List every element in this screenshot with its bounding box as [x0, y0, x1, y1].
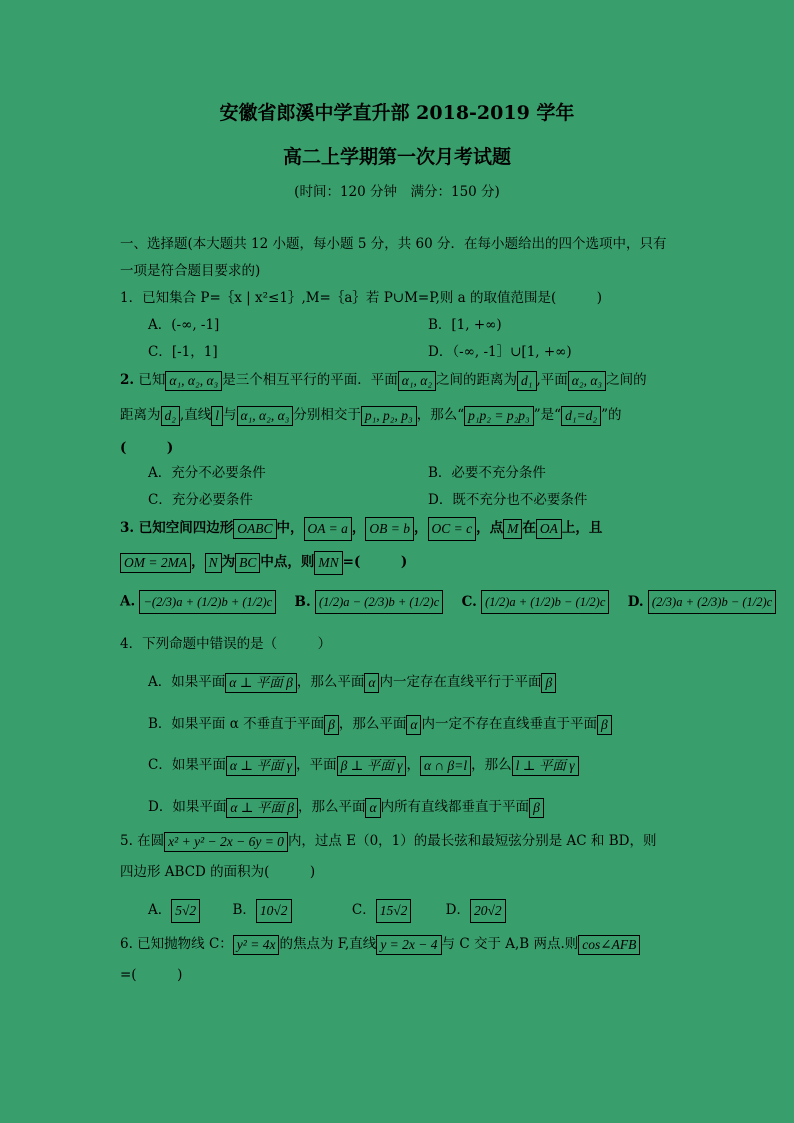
question-2-option-a: A．充分不必要条件: [148, 465, 266, 481]
text: 内，过点 E（0，1）的最长弦和最短弦分别是 AC 和 BD，则: [287, 833, 657, 849]
text: ，: [191, 554, 205, 570]
formula-box: OM = 2MA: [120, 553, 191, 573]
question-4-option-c: [148, 753, 579, 776]
vector-formula-box: OA = a: [304, 517, 352, 541]
formula-box: y = 2x − 4: [376, 935, 441, 955]
question-2-answer-blank: ( ): [120, 440, 174, 456]
question-5-option-c: 15√2: [376, 899, 412, 923]
formula-box: l ⊥ 平面 γ: [512, 756, 579, 776]
text: ，: [414, 520, 428, 536]
formula-box: N: [205, 553, 222, 573]
text: 已知: [138, 372, 166, 388]
question-3-option-c: (1/2)a + (1/2)b − (1/2)c: [481, 590, 609, 614]
text: 是三个相互平行的平面．平面: [222, 372, 398, 388]
question-2-option-d: D．既不充分也不必要条件: [428, 492, 588, 508]
text: A．如果平面: [148, 674, 226, 690]
formula-box: d₂: [161, 406, 180, 426]
vector-formula-box: OB = b: [365, 517, 414, 541]
formula-box: α ⊥ 平面 β: [225, 673, 297, 693]
text: 3. 已知空间四边形: [120, 520, 234, 536]
question-3-line1: [120, 516, 602, 541]
formula-box: α: [406, 715, 421, 735]
text: ，平面: [296, 757, 337, 773]
formula-box: α ∩ β=l: [420, 756, 471, 776]
formula-box: α: [365, 798, 380, 818]
formula-box: p₁p₂ = p₂p₃: [464, 406, 534, 426]
question-5-line2: 四边形 ABCD 的面积为( ): [120, 864, 316, 880]
text: 5. 在圆: [120, 833, 165, 849]
text: 之间的距离为: [436, 372, 518, 388]
formula-box: α ⊥ 平面 γ: [226, 756, 296, 776]
option-label: A．: [148, 902, 172, 918]
formula-box: OA: [536, 519, 562, 539]
question-1-stem: 1．已知集合 P=｛x | x²≤1｝,M=｛a｝若 P∪M=P,则 a 的取值范围是( ): [120, 290, 603, 306]
formula-box: β: [529, 798, 544, 818]
text: 上，且: [561, 520, 603, 536]
text: ，那么平面: [338, 716, 407, 732]
formula-box: α₁, α₂, α₃: [165, 371, 222, 391]
question-5-option-b: 10√2: [256, 899, 292, 923]
exam-info: (时间：120 分钟 满分：150 分): [294, 184, 500, 200]
text: 为: [221, 554, 236, 570]
question-3-option-a: −(2/3)a + (1/2)b + (1/2)c: [139, 590, 276, 614]
text: 分别相交于: [293, 407, 361, 423]
question-6-line1: [120, 932, 640, 955]
text: ，那么平面: [296, 674, 365, 690]
question-6-line2: =( ): [120, 967, 183, 983]
text: B．如果平面 α 不垂直于平面: [148, 716, 325, 732]
formula-box: α: [364, 673, 379, 693]
question-1-option-c: C．[-1，1]: [148, 344, 218, 360]
section-heading-line1: 一、选择题(本大题共 12 小题，每小题 5 分，共 60 分．在每小题给出的四个选项中，只有: [120, 236, 667, 252]
text: =( ): [342, 554, 408, 570]
formula-box: y² = 4x: [233, 935, 280, 955]
formula-box: β: [541, 673, 556, 693]
text: ,平面: [536, 372, 568, 388]
text: ，点: [476, 520, 504, 536]
text: ，那么: [471, 757, 512, 773]
text: 6. 已知抛物线 C：: [120, 936, 233, 952]
question-1-option-a: A．(-∞, -1]: [148, 317, 220, 333]
text: ，: [406, 757, 420, 773]
formula-box: l: [211, 406, 223, 426]
option-label: B．: [232, 902, 256, 918]
formula-box: x² + y² − 2x − 6y = 0: [164, 832, 288, 852]
text: 中点，则: [260, 554, 315, 570]
question-2-option-c: C．充分必要条件: [148, 492, 253, 508]
text: 内一定不存在直线垂直于平面: [421, 716, 597, 732]
formula-box: d₁=d₂: [561, 406, 601, 426]
question-1-option-b: B．[1, +∞): [428, 317, 502, 333]
question-4-option-b: [148, 712, 612, 735]
formula-box: α ⊥ 平面 β: [226, 798, 298, 818]
formula-box: d₁: [517, 371, 536, 391]
formula-box: p₁, p₂, p₃: [361, 406, 417, 426]
text: ”的: [601, 407, 622, 423]
formula-box: β: [324, 715, 339, 735]
text: ”是“: [533, 407, 562, 423]
text: 与 C 交于 A,B 两点.则: [441, 936, 579, 952]
page-title-line2: 高二上学期第一次月考试题: [282, 146, 511, 168]
text: ,直线: [179, 407, 212, 423]
text: 与: [223, 407, 237, 423]
option-label: A.: [120, 593, 136, 610]
question-3-line2: [120, 550, 407, 575]
question-1-option-d: D．（-∞, -1］∪[1, +∞): [428, 344, 572, 360]
option-label: C．: [351, 902, 376, 918]
question-5-line1: [120, 829, 656, 852]
question-2-line2: [120, 403, 621, 426]
text: 之间的: [606, 372, 647, 388]
text: ，那么平面: [297, 799, 366, 815]
formula-box: BC: [235, 553, 260, 573]
question-3-option-b: (1/2)a − (2/3)b + (1/2)c: [315, 590, 443, 614]
text: C．如果平面: [148, 757, 226, 773]
text: 中，: [276, 520, 304, 536]
option-label: D．: [445, 902, 470, 918]
question-2-line1: [120, 368, 647, 391]
question-2-option-b: B．必要不充分条件: [428, 465, 546, 481]
text: 距离为: [120, 407, 161, 423]
formula-box: OABC: [233, 519, 276, 539]
question-5-option-d: 20√2: [470, 899, 506, 923]
text: 在: [522, 520, 536, 536]
option-label: D.: [627, 593, 644, 610]
option-label: B.: [294, 593, 311, 610]
formula-box: M: [503, 519, 522, 539]
vector-formula-box: MN: [314, 551, 342, 575]
text: 内一定存在直线平行于平面: [379, 674, 542, 690]
question-5-option-a: 5√2: [171, 899, 200, 923]
text: ，: [351, 520, 366, 536]
page-title-line1: 安徽省郎溪中学直升部 2018-2019 学年: [219, 102, 575, 124]
text: D．如果平面: [148, 799, 227, 815]
text: 的焦点为 F,直线: [279, 936, 377, 952]
text: 内所有直线都垂直于平面: [380, 799, 530, 815]
formula-box: cos∠AFB: [578, 935, 640, 955]
question-4-option-d: [148, 795, 544, 818]
question-5-options: [148, 898, 506, 923]
question-3-options: [120, 590, 776, 614]
formula-box: α₁, α₂: [398, 371, 436, 391]
question-4-stem: 4．下列命题中错误的是（ ）: [120, 636, 332, 652]
text: ，那么“: [416, 407, 465, 423]
option-label: C.: [461, 593, 477, 610]
formula-box: α₁, α₂, α₃: [237, 406, 294, 426]
question-4-option-a: [148, 670, 556, 693]
formula-box: α₂, α₃: [568, 371, 606, 391]
formula-box: β ⊥ 平面 γ: [337, 756, 407, 776]
question-2-number: 2.: [120, 372, 135, 388]
formula-box: β: [597, 715, 612, 735]
section-heading-line2: 一项是符合题目要求的): [120, 263, 261, 279]
question-3-option-d: (2/3)a + (2/3)b − (1/2)c: [648, 590, 776, 614]
vector-formula-box: OC = c: [428, 517, 477, 541]
